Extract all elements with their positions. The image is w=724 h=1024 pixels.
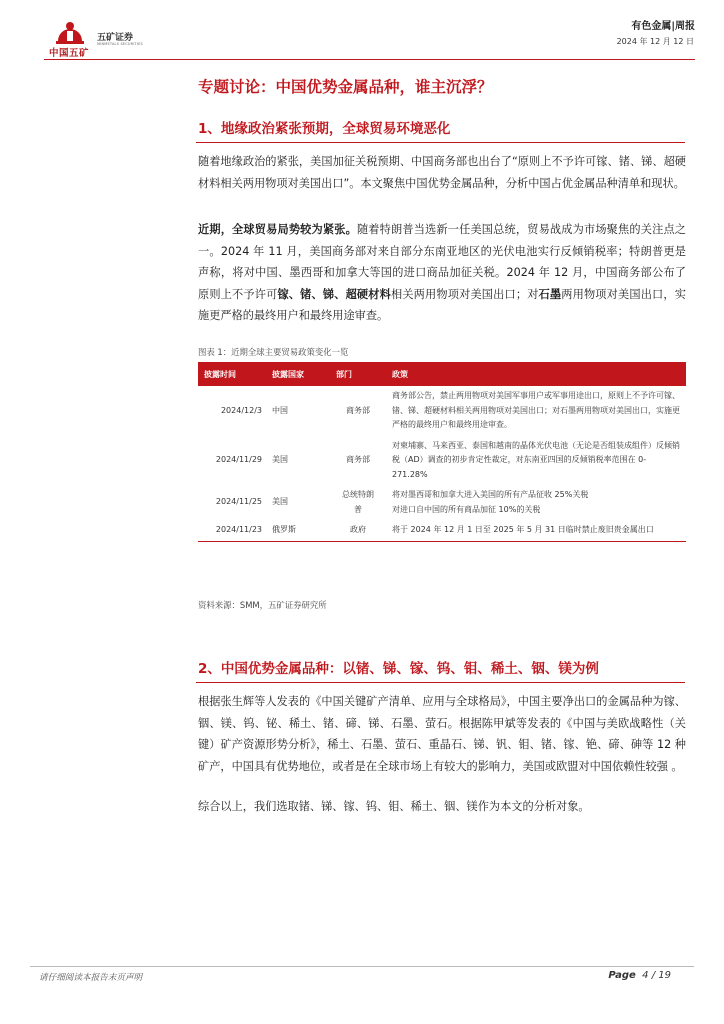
cell-date: 2024/11/25 bbox=[215, 497, 262, 507]
footer-disclaimer: 请仔细阅读本报告末页声明 bbox=[39, 973, 143, 983]
report-name: 有色金属|周报 bbox=[631, 21, 695, 32]
brand-securities-en: MINMETALS SECURITIES bbox=[97, 42, 143, 46]
cell-date: 2024/11/23 bbox=[198, 520, 266, 541]
section1-heading: 1、地缘政治紧张预期，全球贸易环境恶化 bbox=[198, 121, 451, 137]
footer-divider bbox=[30, 966, 694, 967]
para2-bold-metals: 镓、锗、锑、超硬材料 bbox=[277, 287, 391, 301]
brand-securities: 五矿证券 bbox=[97, 33, 134, 43]
section2-para1: 根据张生辉等人发表的《中国关键矿产清单、应用与全球格局》，中国主要净出口的金属品种为镓、铟、镁、钨、铋、稀土、锗、碲、锑、石墨、萤石。根据陈甲斌等发表的《中国与美欧战略性（关键）矿产资源形势分析》，稀土、石墨、萤石、重晶石、锑、钒、钼、锗、镓、铯、碲、砷等 12 种矿产，中国具有优势地位，或者是在全球市场上有较大的影响力，美国或欧盟对中国依赖性较强 。 bbox=[198, 695, 686, 773]
cell-country: 中国 bbox=[272, 405, 288, 415]
para2-bold-graphite: 石墨 bbox=[538, 287, 562, 301]
section2-heading: 2、中国优势金属品种：以锗、锑、镓、钨、钼、稀土、铟、镁为例 bbox=[198, 661, 599, 677]
page-number bbox=[608, 970, 671, 981]
cell-date: 2024/11/29 bbox=[215, 455, 262, 464]
figure1-title: 图表 1：近期全球主要贸易政策变化一览 bbox=[198, 347, 349, 357]
para2-text-a: 随着特朗普当选新一任美国总统，贸易战成为市场聚焦的关注点之一。2024 年 11 月，美国商务部对来自部分东南亚地区的光伏电池实行反倾销税率；特朗普更是声称，将对中国、墨西哥和加拿大等国的进口商品加征关税。2024 年 12 月，中国商务部公布了原则上不予许可 bbox=[198, 223, 686, 301]
table-row bbox=[198, 485, 686, 520]
col-header-date: 披露时间 bbox=[198, 362, 266, 386]
col-header-dept: 部门 bbox=[330, 362, 386, 386]
cell-country: 俄罗斯 bbox=[266, 520, 330, 541]
cell-dept: 政府 bbox=[330, 520, 386, 541]
cell-policy: 对柬埔寨、马来西亚、泰国和越南的晶体光伏电池（无论是否组装成组件）反倾销税（AD）调查的初步肯定性裁定，对东南亚四国的反倾销税率范围在 0-271.28% bbox=[392, 440, 680, 479]
page-title: 专题讨论：中国优势金属品种，谁主沉浮？ bbox=[198, 78, 493, 96]
cell-dept: 商务部 bbox=[346, 455, 370, 464]
para2-lead: 近期，全球贸易局势较为紧张。 bbox=[198, 223, 357, 236]
header-divider bbox=[44, 59, 695, 60]
cell-policy: 将对墨西哥和加拿大进入美国的所有产品征收 25%关税 对进口自中国的所有商品加征 10%的关税 bbox=[392, 490, 589, 514]
cell-policy: 将于 2024 年 12 月 1 日至 2025 年 5 月 31 日临时禁止废旧贵金属出口 bbox=[386, 520, 686, 541]
cell-policy: 商务部公告，禁止两用物项对美国军事用户或军事用途出口，原则上不予许可镓、锗、锑、超硬材料相关两用物项对美国出口；对石墨两用物项对美国出口，实施更严格的最终用户和最终用途审查。 bbox=[392, 391, 680, 429]
policy-table bbox=[198, 362, 686, 542]
report-date: 2024 年 12 月 12 日 bbox=[616, 37, 694, 46]
page-num: 4 / 19 bbox=[642, 970, 671, 981]
section1-para2 bbox=[198, 219, 686, 327]
table-row bbox=[198, 386, 686, 436]
col-header-policy: 政策 bbox=[386, 362, 686, 386]
section1-para1: 随着地缘政治的紧张，美国加征关税预期、中国商务部也出台了“原则上不予许可镓、锗、锑、超硬材料相关两用物项对美国出口”。本文聚焦中国优势金属品种，分析中国占优金属品种清单和现状。 bbox=[198, 155, 686, 190]
para2-text-c: 两用物项对美国出口，实施更严格的最终用户和最终用途审查。 bbox=[198, 287, 686, 322]
minmetals-logo-icon bbox=[54, 19, 86, 45]
table-row bbox=[198, 436, 686, 486]
cell-dept: 商务部 bbox=[346, 405, 370, 415]
para2-text-b: 相关两用物项对美国出口；对 bbox=[390, 287, 539, 301]
cell-date: 2024/12/3 bbox=[220, 405, 262, 415]
cell-dept: 总统特朗普 bbox=[342, 490, 374, 514]
section2-rule bbox=[196, 682, 685, 683]
cell-country: 美国 bbox=[272, 497, 288, 507]
brand-name-cn: 中国五矿 bbox=[49, 48, 90, 59]
table-header-row bbox=[198, 362, 686, 386]
section2-para2: 综合以上，我们选取锗、锑、镓、钨、钼、稀土、铟、镁作为本文的分析对象。 bbox=[198, 800, 590, 813]
col-header-country: 披露国家 bbox=[266, 362, 330, 386]
table-row bbox=[198, 520, 686, 541]
page-label: Page bbox=[608, 970, 636, 981]
cell-country: 美国 bbox=[272, 455, 288, 464]
section1-rule bbox=[196, 142, 685, 143]
figure1-source: 资料来源：SMM，五矿证券研究所 bbox=[198, 600, 327, 610]
